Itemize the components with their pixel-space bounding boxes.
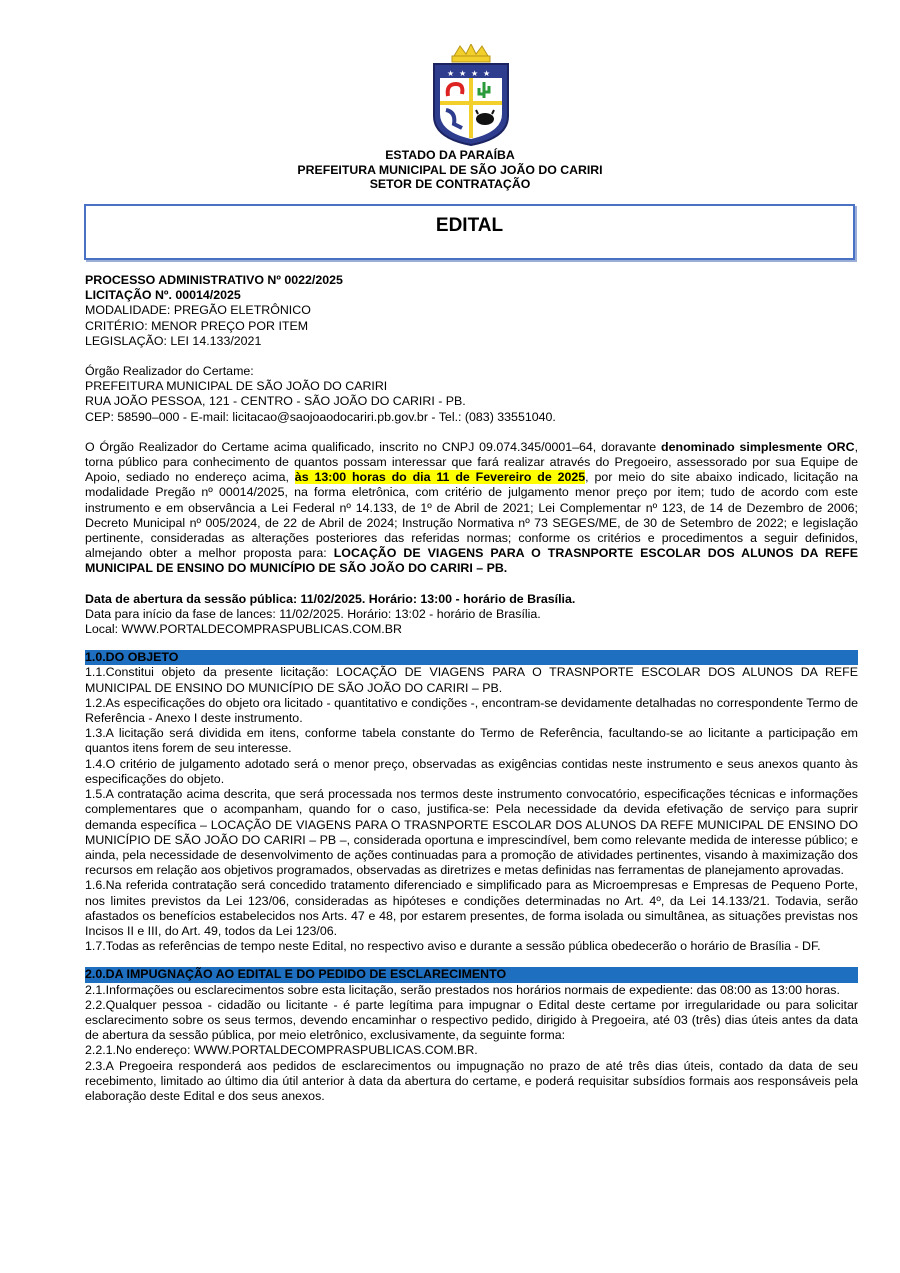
orgao-address: RUA JOÃO PESSOA, 121 - CENTRO - SÃO JOÃO DO CARIRI - PB. [85,394,466,409]
session-location: Local: WWW.PORTALDECOMPRASPUBLICAS.COM.BR [85,622,402,637]
document-body [85,273,858,1104]
session-opening: Data de abertura da sessão pública: 11/02/2025. Horário: 13:00 - horário de Brasília. [85,591,576,606]
header-state: ESTADO DA PARAÍBA [385,148,515,162]
section-2-item: 2.3.A Pregoeira responderá aos pedidos de esclarecimentos ou impugnação no prazo de até três dias úteis, contado da data de seu recebimento, limitado ao último dia útil anterior à data da abertura do certame, e poderá requisitar subsídios formais aos responsáveis pela elaboração deste Edital e dos seus anexos. [85,1058,858,1103]
header-sector: SETOR DE CONTRATAÇÃO [369,177,531,191]
document-header [0,148,900,192]
orgao-name: PREFEITURA MUNICIPAL DE SÃO JOÃO DO CARIRI [85,379,388,394]
svg-text:★: ★ [471,69,479,78]
section-2-heading: 2.0.DA IMPUGNAÇÃO AO EDITAL E DO PEDIDO DE ESCLARECIMENTO [85,967,858,982]
session-bids-start: Data para início da fase de lances: 11/02/2025. Horário: 13:02 - horário de Brasília. [85,606,541,621]
section-1-item: 1.5.A contratação acima descrita, que será processada nos termos deste instrumento convocatório, especificações técnicas e informações complementares que o acompanham, quando for o caso, justifica-se: Pela necessidade da devida efetivação de serviço para suprir demanda específica – LOCAÇÃO DE VIAGENS PARA O TRASNPORTE ESCOLAR DOS ALUNOS DA REFE MUNICIPAL DE ENSINO DO MUNICÍPIO DE SÃO JOÃO DO CARIRI – PB –, considerada oportuna e imprescindível, bem como relevante medida de interesse público; e ainda, pela necessidade de desenvolvimento de ações continuadas para a promoção de atividades pertinentes, visando à maximização dos recursos em relação aos objetivos programados, observadas as diretrizes e metas definidas nas ferramentas de planejamento aprovadas. [85,787,858,878]
licitacao-number: LICITAÇÃO Nº. 00014/2025 [85,288,241,303]
section-2-item: 2.2.1.No endereço: WWW.PORTALDECOMPRASPUBLICAS.COM.BR. [85,1043,478,1058]
intro-bold-object: LOCAÇÃO DE VIAGENS PARA O TRASNPORTE ESCOLAR DOS ALUNOS DA REFE MUNICIPAL DE ENSINO DO MUNICÍPIO DE SÃO JOÃO DO CARIRI – PB. [85,546,858,576]
orgao-label: Órgão Realizador do Certame: [85,364,254,379]
section-1-item: 1.3.A licitação será dividida em itens, conforme tabela constante do Termo de Referência, facultando-se ao licitante a participação em quantos itens forem de seu interesse. [85,726,858,756]
section-1-item: 1.1.Constitui objeto da presente licitação: LOCAÇÃO DE VIAGENS PARA O TRASNPORTE ESCOLAR DOS ALUNOS DA REFE MUNICIPAL DE ENSINO DO MUNICÍPIO DE SÃO JOÃO DO CARIRI – PB. [85,665,858,695]
intro-paragraph [85,440,858,577]
title-box [84,204,855,260]
section-1-item: 1.7.Todas as referências de tempo neste Edital, no respectivo aviso e durante a sessão pública obedecerão o horário de Brasília - DF. [85,939,821,954]
intro-text-2: , torna público para conhecimento de quantos possam interessar que fará realizar através do Pregoeiro, assessorado por sua Equipe de Apoio, sediado no endereço acima, [85,439,859,485]
processo-number: PROCESSO ADMINISTRATIVO Nº 0022/2025 [85,273,343,287]
svg-text:★: ★ [483,69,491,78]
intro-bold-orc: denominado simplesmente ORC [661,439,855,454]
section-1-heading: 1.0.DO OBJETO [85,650,858,665]
legislacao: LEGISLAÇÃO: LEI 14.133/2021 [85,333,262,348]
header-municipality: PREFEITURA MUNICIPAL DE SÃO JOÃO DO CARIRI [297,162,603,177]
section-1-item: 1.2.As especificações do objeto ora licitado - quantitativo e condições -, encontram-se devidamente detalhadas no correspondente Termo de Referência - Anexo I deste instrumento. [85,695,858,726]
section-2-item: 2.1.Informações ou esclarecimentos sobre esta licitação, serão prestados nos horários normais de expediente: das 08:00 as 13:00 horas. [85,982,840,997]
intro-highlight-date: às 13:00 horas do dia 11 de Fevereiro de 2025 [294,470,586,485]
municipal-coat-of-arms-icon [432,44,510,146]
criterio: CRITÉRIO: MENOR PREÇO POR ITEM [85,318,309,333]
intro-text-3: , por meio do site abaixo indicado, licitação na modalidade Pregão nº 00014/2025, na forma eletrônica, com critério de julgamento menor preço por item; tudo de acordo com este instrumento e em observância a Lei Federal nº 14.133, de 1º de Abril de 2021; Lei Complementar nº 123, de 14 de Dezembro de 2006; Decreto Municipal nº 005/2024, de 22 de Abril de 2024; Instrução Normativa nº 73 SEGES/ME, de 30 de Setembro de 2022; e legislação pertinente, consideradas as alterações posteriores das referidas normas; conforme os critérios e procedimentos a seguir definidos, almejando obter a melhor proposta para: [85,470,858,561]
section-1-item: 1.4.O critério de julgamento adotado será o menor preço, observadas as exigências contidas neste instrumento e seus anexos quanto às especificações do objeto. [85,756,858,786]
orgao-contact: CEP: 58590–000 - E-mail: licitacao@saojoaodocariri.pb.gov.br - Tel.: (083) 33551040. [85,409,556,424]
svg-text:★: ★ [447,69,455,78]
section-2-item: 2.2.Qualquer pessoa - cidadão ou licitante - é parte legítima para impugnar o Edital deste certame por irregularidade ou para solicitar esclarecimento sobre os seus termos, devendo encaminhar o respectivo pedido, dirigido à Pregoeira, até 03 (três) dias úteis antes da data de abertura da sessão pública, por meio eletrônico, exclusivamente, da seguinte forma: [85,997,858,1043]
page-title: EDITAL [435,215,504,236]
svg-text:★: ★ [459,69,467,78]
section-1-item: 1.6.Na referida contratação será concedido tratamento diferenciado e simplificado para as Microempresas e Empresas de Pequeno Porte, nos limites previstos da Lei 123/06, consideradas as hipóteses e condições determinadas no Art. 4º, da Lei 14.133/21. Todavia, serão afastados os benefícios estabelecidos nos Arts. 47 e 48, por estarem presentes, de forma isolada ou simultânea, as situações previstas nos Incisos II e III, do Art. 49, todos da Lei 123/06. [85,878,858,938]
intro-text-1: O Órgão Realizador do Certame acima qualificado, inscrito no CNPJ 09.074.345/0001–64, doravante [85,439,662,454]
modalidade: MODALIDADE: PREGÃO ELETRÔNICO [85,303,311,318]
